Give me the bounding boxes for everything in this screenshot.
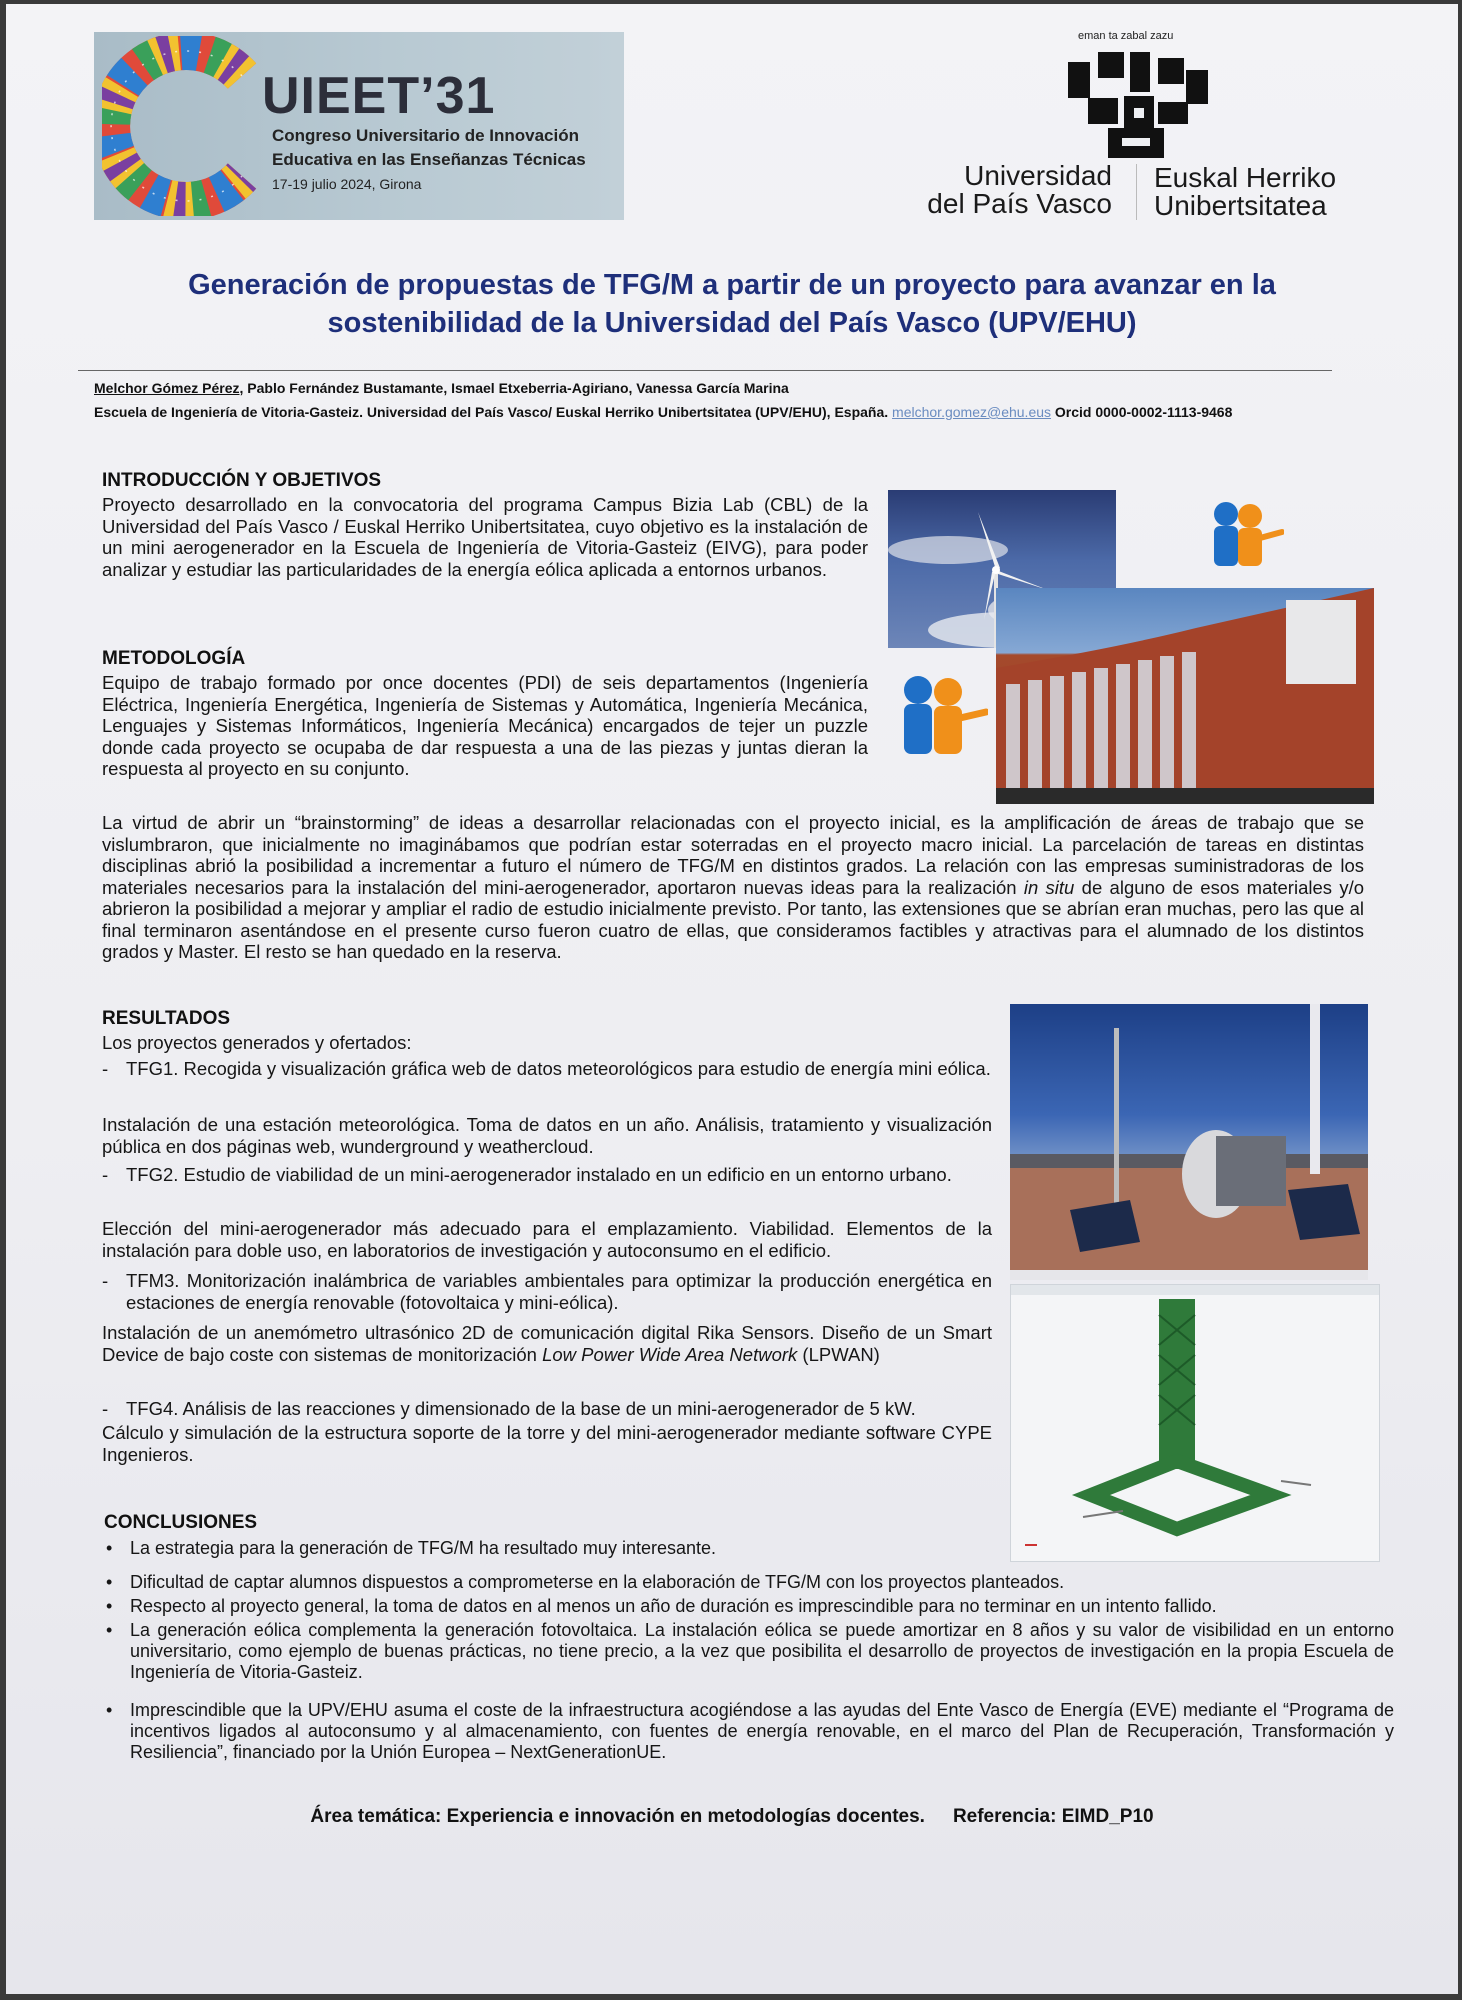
conclusion-item-text: La generación eólica complementa la generación fotovoltaica. La instalación eólica se puede amortizar en 8 años y su valor de visibilidad en un entorno universitario, como ejemplo de buenas prácticas, no tiene precio, a la vez que posibilita el desarrollo de proyectos de investigación en la propia Escuela de Ingeniería de Vitoria-Gasteiz. [130,1620,1394,1682]
dash-marker: - [102,1164,109,1185]
poster-title-line2: sostenibilidad de la Universidad del País Vasco (UPV/EHU) [327,307,1137,339]
bullet-marker: • [106,1596,113,1616]
university-name-divider [1136,164,1137,220]
co-authors: , Pablo Fernández Bustamante, Ismael Etxeberria-Agiriano, Vanessa García Marina [239,380,789,396]
result-tfg2-description: Elección del mini-aerogenerador más adecuado para el emplazamiento. Viabilidad. Elementos de la instalación para doble uso, en laboratorios de investigación y autoconsumo en el edificio. [102,1218,992,1261]
conclusion-item [106,1596,1394,1617]
engineering-school-building-photo [996,588,1374,804]
result-tfm3 [102,1270,992,1313]
conference-dates: 17-19 julio 2024, Girona [272,176,422,192]
methodology-text-2-b: de alguno de esos materiales y/o abrieron la posibilidad a mejorar y ampliar el radio de estudio inicialmente previsto. Por tanto, las extensiones que se abrían eran muchas, pero las que al final terminaron asentándose en el presente curso fueron cuatro de ellas, que consideramos factibles y atractivas para el alumnado de los distintos grados y Master. El resto se han quedado en la reserva. [102,876,1364,962]
dash-marker: - [102,1058,109,1079]
result-tfg1-description: Instalación de una estación meteorológica. Toma de datos en un año. Análisis, tratamiento y visualización pública en dos páginas web, wunderground y weathercloud. [102,1114,992,1157]
result-tfg1-text: TFG1. Recogida y visualización gráfica web de datos meteorológicos para estudio de energía mini eólica. [126,1058,991,1079]
poster-title-line1: Generación de propuestas de TFG/M a partir de un proyecto para avanzar en la [188,269,1276,301]
methodology-text-2-em: in situ [1023,876,1075,898]
intro-text: Proyecto desarrollado en la convocatoria del programa Campus Bizia Lab (CBL) de la Universidad del País Vasco / Euskal Herriko Unibertsitatea, cuyo objetivo es la instalación de un mini aerogenerador en la Escuela de Ingeniería de Vitoria-Gasteiz (EIVG), para poder analizar y estudiar las particularidades de la energía eólica aplicada a entornos urbanos. [102,494,868,580]
conclusion-item [106,1700,1394,1763]
tower-structure-illustration [1011,1285,1379,1561]
cartoon-team-icon [892,672,988,760]
conclusion-item-text: La estrategia para la generación de TFG/M ha resultado muy interesante. [130,1538,717,1558]
conclusions-heading: CONCLUSIONES [104,1512,258,1533]
result-tfg2-text: TFG2. Estudio de viabilidad de un mini-aerogenerador instalado en un edificio en un entorno urbano. [126,1164,952,1185]
conference-banner [94,32,624,220]
university-name-es-line1: Universidad [964,160,1112,191]
result-tfg2 [102,1164,992,1186]
methodology-heading: METODOLOGÍA [102,648,246,669]
poster-footer [66,1806,1398,1828]
university-motto: eman ta zabal zazu [1078,30,1174,42]
thematic-area: Área temática: Experiencia e innovación en metodologías docentes. [310,1806,925,1827]
results-intro: Los proyectos generados y ofertados: [102,1032,412,1053]
reference-code: Referencia: EIMD_P10 [952,1806,1154,1827]
bullet-marker: • [106,1700,113,1720]
methodology-text-2-a: La virtud de abrir un “brainstorming” de ideas a desarrollar relacionadas con el proyecto inicial, es la amplificación de áreas de trabajo que se vislumbraron, que inicialmente no imaginábamos que podrían estar soterradas en el proyecto macro inicial. La parcelación de tareas en distintas disciplinas abrió la posibilidad a incrementar a futuro el número de TFG/M en distintos grados. La relación con las empresas suministradoras de los materiales necesarios para la instalación del mini-aerogenerador, aportaron nuevas ideas para la realización [102,812,1364,898]
rooftop-installation-photo [1010,1004,1368,1280]
contact-email-link[interactable]: melchor.gomez@ehu.eus [892,404,1052,420]
university-name-eu-line1: Euskal Herriko [1154,162,1337,193]
poster-title [66,266,1398,342]
university-emblem-icon [1068,52,1208,160]
first-author: Melchor Gómez Pérez [94,380,240,396]
result-tfg4-text: TFG4. Análisis de las reacciones y dimensionado de la base de un mini-aerogenerador de 5 kW. [126,1398,916,1419]
title-divider [78,370,1332,371]
conclusion-item [106,1572,1394,1593]
conference-subtitle-1: Congreso Universitario de Innovación [272,126,580,145]
result-tfg4-description: Cálculo y simulación de la estructura soporte de la torre y del mini-aerogenerador mediante software CYPE Ingenieros. [102,1422,992,1465]
affiliation [94,404,1232,420]
conference-name: UIEET’31 [262,67,496,125]
affiliation-text: Escuela de Ingeniería de Vitoria-Gasteiz. Universidad del País Vasco/ Euskal Herriko Unibertsitatea (UPV/EHU), España. [94,404,889,420]
result-tfm3-text: TFM3. Monitorización inalámbrica de variables ambientales para optimizar la producción energética en estaciones de energía renovable (fotovoltaica y mini-eólica). [126,1270,992,1313]
university-name-es-line2: del País Vasco [927,188,1112,219]
methodology-text-2 [102,812,1364,963]
poster [6,4,1458,1994]
conclusion-item [106,1538,1394,1559]
result-tfg1 [102,1058,992,1080]
conference-subtitle-2: Educativa en las Enseñanzas Técnicas [272,150,586,169]
bullet-marker: • [106,1538,113,1558]
results-heading: RESULTADOS [102,1008,231,1029]
university-name-eu-line2: Unibertsitatea [1154,190,1327,221]
intro-heading: INTRODUCCIÓN Y OBJETIVOS [102,470,382,491]
result-tfm3-desc-em: Low Power Wide Area Network [542,1343,798,1365]
tower-structure-simulation-render [1010,1284,1380,1562]
bullet-marker: • [106,1572,113,1592]
result-tfm3-desc-b: (LPWAN) [802,1343,880,1365]
orcid: Orcid 0000-0002-1113-9468 [1054,404,1233,420]
bullet-marker: • [106,1620,113,1640]
conclusion-item-text: Respecto al proyecto general, la toma de datos en al menos un año de duración es imprescindible para no terminar en un intento fallido. [130,1596,1217,1616]
rooftop-illustration [1010,1004,1368,1280]
conclusion-item [106,1620,1394,1683]
dash-marker: - [102,1398,109,1419]
conference-c-logo [102,36,272,216]
conclusion-item-text: Dificultad de captar alumnos dispuestos a comprometerse en la elaboración de TFG/M con los proyectos planteados. [130,1572,1065,1592]
building-illustration [996,588,1374,804]
methodology-text-1: Equipo de trabajo formado por once docentes (PDI) de seis departamentos (Ingeniería Eléctrica, Ingeniería Energética, Ingeniería de Sistemas y Automática, Ingeniería Mecánica, Lenguajes y Sistemas Informáticos, Ingeniería Mecánica) encargados de tejer un puzzle donde cada proyecto se ocupaba de dar respuesta a una de las piezas y juntas dieran la respuesta al proyecto en su conjunto. [102,672,868,779]
result-tfm3-desc-a: Instalación de un anemómetro ultrasónico 2D de comunicación digital Rika Sensors. Diseño de un Smart Device de bajo coste con sistemas de monitorización [102,1322,992,1365]
cartoon-figures-icon [1202,498,1284,570]
result-tfm3-description [102,1322,992,1365]
author-list [94,380,789,396]
dash-marker: - [102,1270,109,1291]
result-tfg4 [102,1398,992,1420]
conclusion-item-text: Imprescindible que la UPV/EHU asuma el coste de la infraestructura acogiéndose a las ayudas del Ente Vasco de Energía (EVE) mediante el “Programa de incentivos ligados al autoconsumo y al almacenamiento, con fuentes de energía renovable, en el marco del Plan de Recuperación, Transformación y Resiliencia”, financiado por la Unión Europea – NextGenerationUE. [130,1700,1394,1762]
